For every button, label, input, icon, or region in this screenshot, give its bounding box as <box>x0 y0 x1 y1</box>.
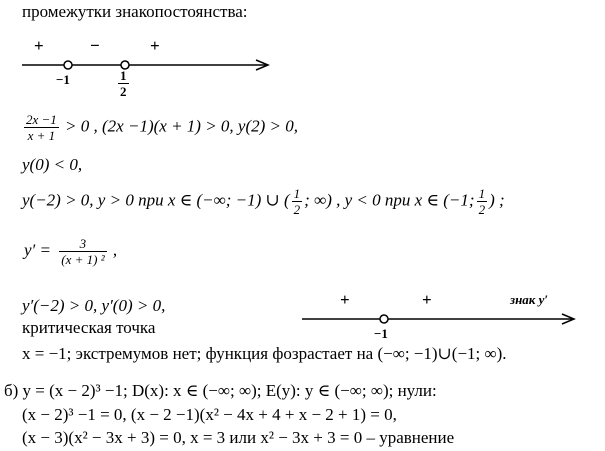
derivative-tail: , <box>112 240 118 260</box>
axis1-sign-minus: − <box>90 36 100 55</box>
intervals-f2-den: 2 <box>478 202 486 217</box>
intervals-f2-num: 1 <box>478 186 486 201</box>
intervals-f1-num: 1 <box>293 186 301 201</box>
line-zeros-1: (x − 2)³ −1 = 0, (x − 2 −1)(x² − 4x + 4 + x − 2 + 1) = 0, <box>22 405 397 424</box>
sign-axis-2 <box>300 305 580 345</box>
intervals-part-b: ; ∞) , y < 0 при x ∈ (−1; <box>304 190 475 210</box>
axis1-sign-plus-left: + <box>34 36 44 55</box>
intervals-part-a: y(−2) > 0, y > 0 при x ∈ (−∞; −1) ∪ ( <box>22 190 290 210</box>
axis1-point-minus-one: −1 <box>56 72 70 87</box>
ineq-frac-num: 2x −1 <box>26 112 57 127</box>
axis1-half-num: 1 <box>120 68 127 83</box>
axis2-point-minus-one: −1 <box>374 326 388 341</box>
line-part-b: б) y = (x − 2)³ −1; D(x): x ∈ (−∞; ∞); E(y): y ∈ (−∞; ∞); нули: <box>4 381 437 400</box>
axis2-sign-plus-left: + <box>340 290 350 309</box>
axis1-point-half <box>118 68 129 99</box>
derivative-line <box>24 236 117 267</box>
derivative-lhs: y′ = <box>24 240 51 260</box>
line-critical-point: критическая точка <box>22 318 156 337</box>
derivative-num: 3 <box>59 236 106 252</box>
heading: промежутки знакопостоянства: <box>22 2 248 21</box>
line-y0: y(0) < 0, <box>22 155 83 174</box>
intervals-line <box>22 186 505 217</box>
inequality-line <box>22 112 298 143</box>
derivative-den: (x + 1) ² <box>61 252 105 267</box>
line-monotonic: x = −1; экстремумов нет; функция фозрастает на (−∞; −1)∪(−1; ∞). <box>22 344 507 363</box>
intervals-f1-den: 2 <box>293 202 301 217</box>
axis1-sign-plus-right: + <box>150 36 160 55</box>
axis2-sign-plus-right: + <box>422 290 432 309</box>
axis1-half-den: 2 <box>120 84 127 99</box>
axis2-label: знак y′ <box>510 292 549 307</box>
line-zeros-2: (x − 3)(x² − 3x + 3) = 0, x = 3 или x² − 3x + 3 = 0 – уравнение <box>22 428 455 447</box>
intervals-part-c: ) ; <box>489 190 505 210</box>
ineq-frac-den: x + 1 <box>27 128 56 143</box>
ineq-rest: > 0 , (2x −1)(x + 1) > 0, y(2) > 0, <box>65 116 299 136</box>
line-derivative-values: y′(−2) > 0, y′(0) > 0, <box>22 296 166 315</box>
